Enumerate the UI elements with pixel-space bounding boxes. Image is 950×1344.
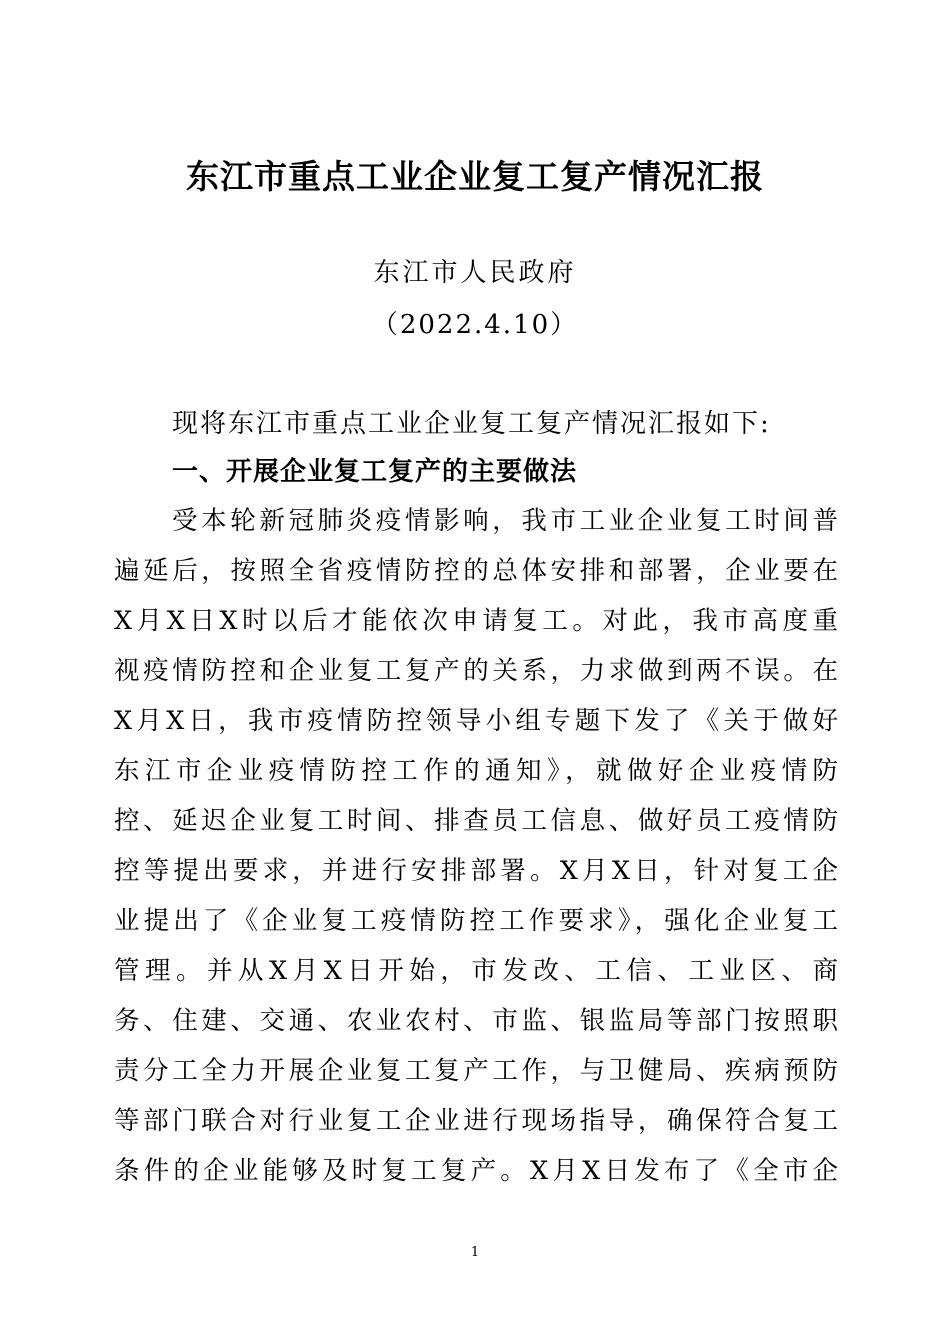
paragraph-line: 控等提出要求，并进行安排部署。X月X日，针对复工企	[114, 856, 838, 886]
page-number: 1	[470, 1245, 480, 1260]
paragraph-line: 管理。并从X月X日开始，市发改、工信、工业区、商	[114, 956, 838, 986]
paragraph-line: 遍延后，按照全省疫情防控的总体安排和部署，企业要在	[114, 556, 838, 586]
paragraph-line: X月X日X时以后才能依次申请复工。对此，我市高度重	[114, 606, 838, 636]
paragraph-line: 等部门联合对行业复工企业进行现场指导，确保符合复工	[114, 1106, 838, 1136]
paragraph-line: 责分工全力开展企业复工复产工作，与卫健局、疾病预防	[114, 1056, 838, 1086]
intro-sentence: 现将东江市重点工业企业复工复产情况汇报如下:	[172, 409, 771, 439]
paragraph-line: 控、延迟企业复工时间、排查员工信息、做好员工疫情防	[114, 806, 838, 836]
document-title: 东江市重点工业企业复工复产情况汇报	[186, 157, 764, 196]
body-paragraph	[114, 496, 838, 1196]
issuing-authority: 东江市人民政府	[373, 258, 577, 288]
paragraph-line: 东江市企业疫情防控工作的通知》，就做好企业疫情防	[114, 756, 838, 786]
paragraph-line: 受本轮新冠肺炎疫情影响，我市工业企业复工时间普	[172, 506, 838, 536]
paragraph-line: 条件的企业能够及时复工复产。X月X日发布了《全市企	[114, 1156, 838, 1186]
document-date: （2022.4.10）	[371, 310, 579, 340]
paragraph-line: 务、住建、交通、农业农村、市监、银监局等部门按照职	[114, 1006, 838, 1036]
paragraph-line: 视疫情防控和企业复工复产的关系，力求做到两不误。在	[114, 656, 838, 686]
paragraph-line: 业提出了《企业复工疫情防控工作要求》，强化企业复工	[114, 906, 838, 936]
paragraph-line: X月X日，我市疫情防控领导小组专题下发了《关于做好	[114, 706, 838, 736]
section-heading: 一、开展企业复工复产的主要做法	[172, 457, 578, 487]
